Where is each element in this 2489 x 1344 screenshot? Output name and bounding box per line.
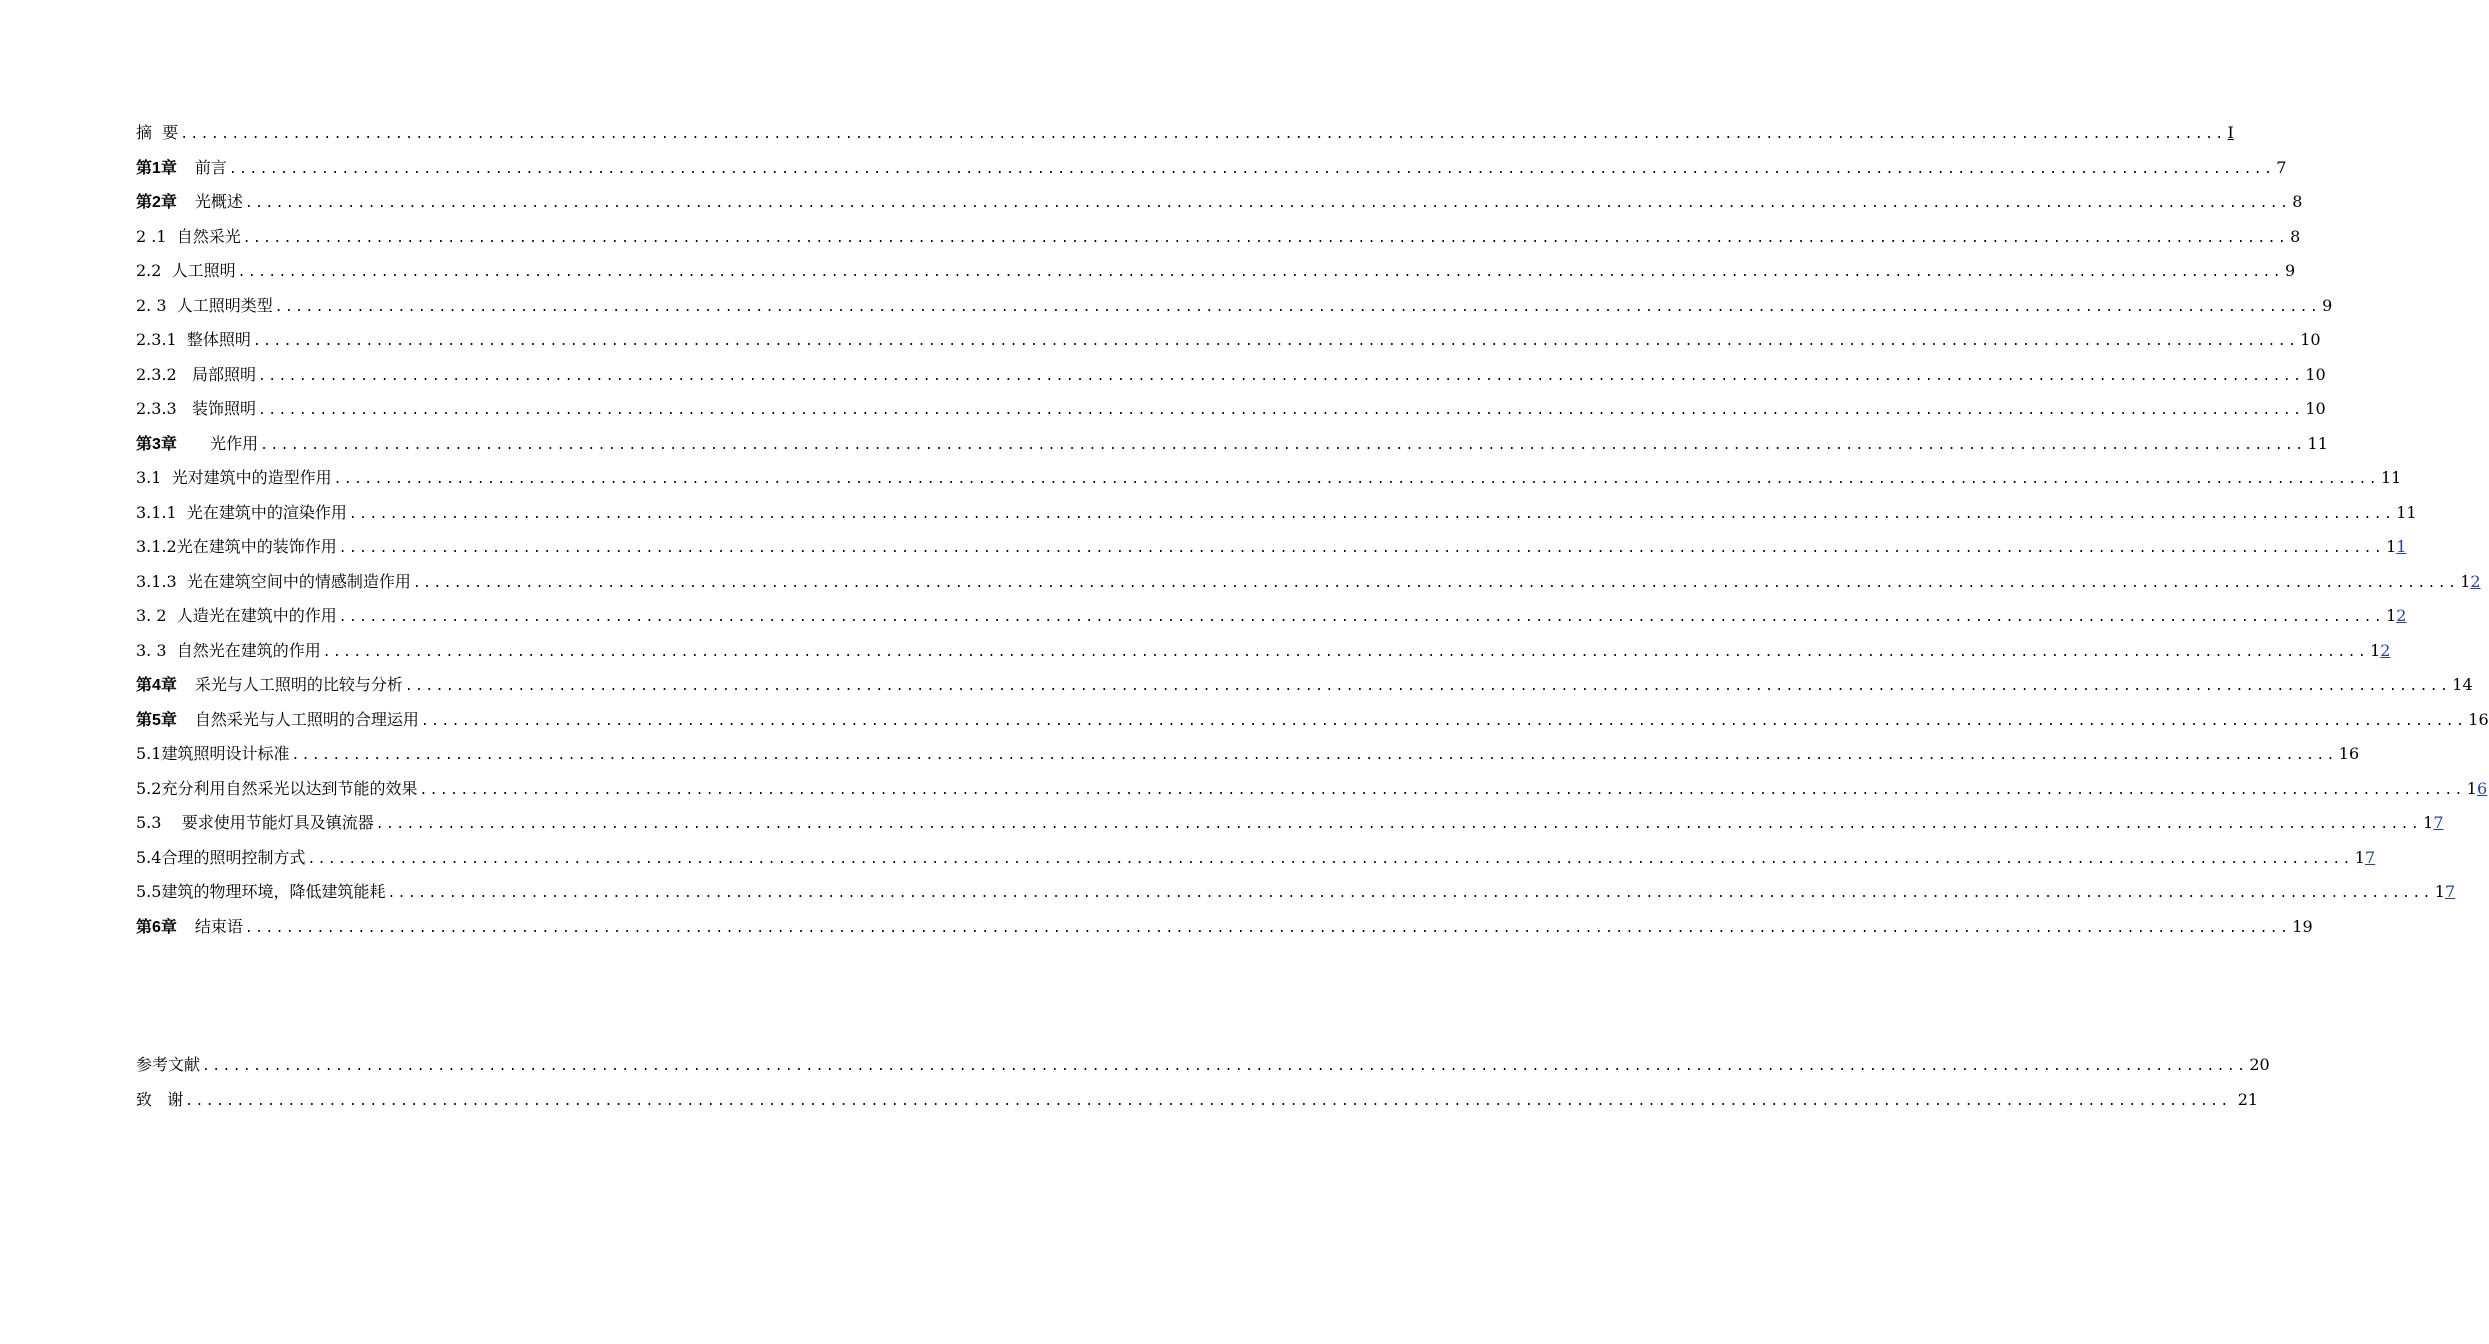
toc-entry[interactable] [136,707,2489,742]
toc-page-number-main: 16 [2468,709,2489,729]
table-of-contents [136,120,2489,1121]
toc-page-number-main: 1 [2434,882,2445,901]
toc-entry-title: 2.3.2 局部照明 [136,364,256,384]
toc-entry[interactable] [136,120,2234,155]
toc-entry-title: 2. 3 人工照明类型 [136,295,273,315]
toc-dot-leader: ........................................................................................................................................................................................................ [185,1093,2231,1109]
toc-entry-label [136,396,256,419]
toc-entry-title: 3.1.2光在建筑中的装饰作用 [136,537,337,556]
toc-page-number-main: 16 [2338,744,2360,763]
toc-entry[interactable] [136,672,2473,707]
toc-dot-leader: ........................................................................................................................................................................................................ [202,1059,2248,1074]
toc-page-number [2452,675,2472,694]
toc-chapter-number: 第5章 [136,711,177,729]
toc-page-number [2249,1055,2269,1074]
toc-entry-label [136,879,385,902]
toc-page-number-main: 11 [2307,433,2328,453]
toc-main-list [136,120,2489,948]
toc-page-number-main: 1 [2386,606,2397,625]
toc-entry-title: 前言 [194,157,227,177]
toc-dot-leader: ........................................................................................................................................................................................................ [257,368,2304,384]
toc-entry[interactable] [136,362,2326,397]
toc-page-number-main: 19 [2292,916,2313,936]
toc-entry-label [136,1087,183,1110]
toc-entry-title: 5.4合理的照明控制方式 [136,847,306,867]
toc-dot-leader: ........................................................................................................................................................................................................ [244,196,2291,211]
toc-entry-title: 光作用 [194,433,259,453]
toc-dot-leader: ........................................................................................................................................................................................................ [228,161,2275,177]
toc-page-number-main: 9 [2284,261,2296,280]
toc-page-number-link[interactable]: 7 [2433,813,2444,832]
toc-back-matter-list [136,1052,2270,1121]
toc-chapter-number: 第4章 [136,677,177,694]
toc-dot-leader: ........................................................................................................................................................................................................ [244,920,2291,936]
toc-entry[interactable] [136,189,2303,224]
toc-page-number [2386,606,2406,625]
toc-entry-title: 致 谢 [136,1089,184,1109]
toc-chapter-number: 第6章 [136,918,177,936]
toc-entry-title: 5.5建筑的物理环境，降低建筑能耗 [136,882,386,901]
toc-entry[interactable] [136,258,2296,293]
toc-dot-leader: ........................................................................................................................................................................................................ [404,679,2451,694]
toc-page-number [2339,744,2359,763]
toc-entry-label [136,741,289,764]
toc-entry[interactable] [136,845,2376,880]
toc-entry[interactable] [136,810,2444,845]
toc-dot-leader: ........................................................................................................................................................................................................ [333,472,2379,487]
toc-page-number-main: 14 [2452,675,2473,694]
toc-dot-leader: ........................................................................................................................................................................................................ [322,644,2369,660]
toc-entry-label [136,362,256,385]
toc-dot-leader: ........................................................................................................................................................................................................ [242,230,2289,246]
toc-entry[interactable] [136,431,2328,466]
toc-dot-leader: ........................................................................................................................................................................................................ [412,575,2459,591]
toc-dot-leader: ........................................................................................................................................................................................................ [257,403,2304,418]
toc-entry-label [136,431,258,454]
toc-entry-title: 2.3.3 装饰照明 [136,399,256,418]
toc-entry-label [136,189,243,212]
toc-entry-label [136,603,337,626]
toc-page-number-main: 1 [2423,813,2434,832]
toc-page-number [2292,192,2302,211]
toc-entry-title: 采光与人工照明的比较与分析 [194,675,403,694]
toc-entry-label [136,776,417,799]
toc-entry-title: 5.3 要求使用节能灯具及镇流器 [136,813,374,832]
toc-entry[interactable] [136,638,2391,673]
toc-entry[interactable] [136,776,2488,811]
toc-page-number [2322,296,2332,315]
toc-page-number-main: 8 [2292,192,2303,211]
toc-dot-leader: ........................................................................................................................................................................................................ [274,299,2321,315]
toc-entry-label [136,293,273,316]
toc-dot-leader: ........................................................................................................................................................................................................ [237,265,2283,280]
toc-entry[interactable] [136,879,2456,914]
toc-page-number [2355,848,2375,867]
toc-page-number-main: 7 [2276,157,2287,177]
toc-page-number [2233,1090,2258,1109]
toc-entry-label [136,500,347,523]
toc-page-number-main: 11 [2396,502,2417,522]
toc-entry-title: 2.3.1 整体照明 [136,330,251,349]
toc-entry-label [136,1052,200,1075]
toc-entry-label [136,465,332,488]
toc-page-number [2285,261,2295,280]
toc-page-number-main: 21 [2232,1089,2259,1109]
toc-entry-label [136,258,236,281]
toc-page-number [2468,710,2488,729]
toc-dot-leader: ........................................................................................................................................................................................................ [348,506,2395,522]
toc-dot-leader: ........................................................................................................................................................................................................ [420,713,2467,729]
toc-page-number [2290,227,2300,246]
toc-dot-leader: ........................................................................................................................................................................................................ [252,334,2299,349]
toc-page-number [2292,917,2312,936]
toc-entry-title: 5.1建筑照明设计标准 [136,744,290,763]
toc-entry[interactable] [136,327,2321,362]
toc-page-number-main: 9 [2322,295,2333,315]
toc-page-number-main: 8 [2290,226,2301,246]
toc-page-number [2370,641,2390,660]
toc-page-number [2423,813,2443,832]
toc-entry[interactable] [136,465,2402,500]
toc-entry[interactable] [136,155,2287,190]
toc-page-number [2300,330,2320,349]
toc-entry[interactable] [136,500,2417,535]
toc-entry-title: 光概述 [194,192,243,211]
toc-chapter-number: 第3章 [136,435,177,453]
toc-entry-label [136,707,419,730]
toc-page-number [2228,123,2234,142]
toc-page-number [2305,365,2325,384]
toc-page-number-link[interactable]: 7 [2444,882,2456,901]
toc-page-number-main: 1 [2386,537,2397,556]
toc-entry-title: 5.2充分利用自然采光以达到节能的效果 [136,778,418,798]
toc-page-number-main: 1 [2466,778,2477,798]
toc-entry-title: 3.1.1 光在建筑中的渲染作用 [136,502,347,522]
toc-page-number [2381,468,2401,487]
toc-dot-leader: ........................................................................................................................................................................................................ [307,851,2353,867]
toc-entry-label [136,569,411,592]
toc-entry-label [136,155,227,178]
toc-entry-label [136,845,305,868]
toc-page-number [2308,434,2328,453]
toc-entry-title: 摘 要 [136,123,179,142]
toc-dot-leader: ........................................................................................................................................................................................................ [180,127,2226,142]
toc-page-number-main: 1 [2354,847,2365,867]
toc-entry-title: 3. 2 人造光在建筑中的作用 [136,606,337,625]
toc-page-number-link[interactable]: 2 [2396,606,2407,625]
toc-chapter-number: 第2章 [136,194,177,211]
toc-entry-title: 2.2 人工照明 [136,261,236,280]
toc-entry-label [136,914,243,937]
toc-entry[interactable] [136,396,2326,431]
toc-entry-title: 3.1.3 光在建筑空间中的情感制造作用 [136,571,411,591]
toc-page-number [2396,503,2416,522]
toc-entry[interactable] [136,224,2301,259]
toc-page-number [2467,779,2487,798]
toc-entry-title: 3.1 光对建筑中的造型作用 [136,468,332,487]
toc-entry[interactable] [136,1052,2270,1087]
toc-entry[interactable] [136,741,2360,776]
toc-page-number-link[interactable]: 6 [2476,778,2488,798]
toc-entry-title: 参考文献 [136,1055,201,1074]
toc-page-number-link[interactable]: I [2227,123,2234,142]
toc-entry-title: 2 .1 自然采光 [136,226,241,246]
toc-page-number-main: 1 [2370,640,2381,660]
toc-dot-leader: ........................................................................................................................................................................................................ [260,437,2306,453]
toc-entry[interactable] [136,534,2407,569]
toc-page-number-link[interactable]: 2 [2470,571,2481,591]
toc-page-number [2276,158,2286,177]
toc-page-number-link[interactable]: 2 [2380,640,2391,660]
toc-gap [136,948,836,1052]
toc-entry-label [136,638,321,661]
toc-page-number [2435,882,2455,901]
toc-entry-title: 自然采光与人工照明的合理运用 [194,709,419,729]
toc-entry-title: 结束语 [194,916,243,936]
toc-page-number-link[interactable]: 1 [2396,537,2407,556]
toc-page-number-main: 1 [2460,571,2471,591]
toc-dot-leader: ........................................................................................................................................................................................................ [338,610,2385,625]
toc-dot-leader: ........................................................................................................................................................................................................ [375,817,2422,832]
toc-entry[interactable] [136,569,2481,604]
toc-entry-label [136,534,337,557]
toc-entry-label [136,672,403,695]
toc-entry-label [136,327,251,350]
toc-page-number [2386,537,2406,556]
toc-entry[interactable] [136,603,2407,638]
toc-dot-leader: ........................................................................................................................................................................................................ [419,782,2465,798]
toc-dot-leader: ........................................................................................................................................................................................................ [291,748,2337,763]
toc-entry-title: 3. 3 自然光在建筑的作用 [136,640,321,660]
toc-entry[interactable] [136,293,2333,328]
toc-page-number-link[interactable]: 7 [2364,847,2376,867]
toc-entry-label [136,224,241,247]
toc-page-number-main: 11 [2380,468,2402,487]
toc-dot-leader: ........................................................................................................................................................................................................ [338,541,2385,556]
toc-page-number [2305,399,2325,418]
toc-dot-leader: ........................................................................................................................................................................................................ [387,886,2433,901]
toc-page-number-main: 10 [2300,330,2321,349]
toc-page-number-main: 10 [2305,399,2326,418]
toc-chapter-number: 第1章 [136,159,177,177]
toc-entry-label [136,120,178,143]
toc-entry-label [136,810,374,833]
toc-entry[interactable] [136,1087,2259,1122]
toc-page-number [2460,572,2480,591]
toc-page-number-main: 20 [2249,1055,2270,1074]
toc-entry[interactable] [136,914,2313,949]
toc-page-number-main: 10 [2305,364,2326,384]
